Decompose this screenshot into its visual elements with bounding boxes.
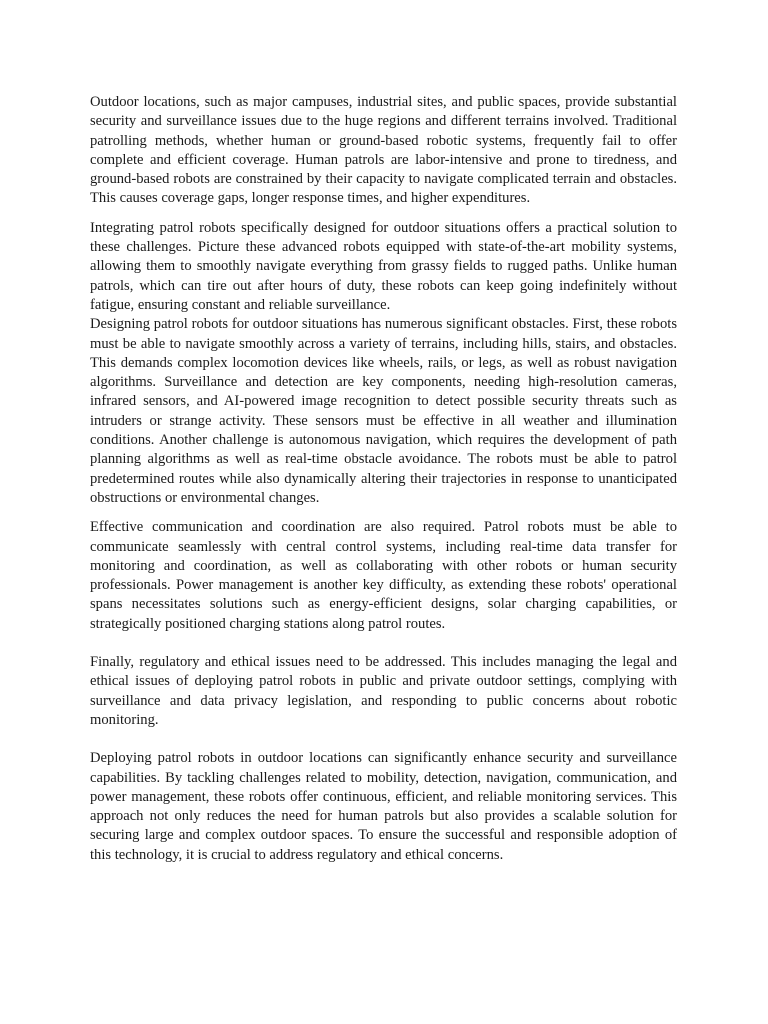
document-body [90,93,677,865]
paragraph-regulatory: Finally, regulatory and ethical issues need to be addressed. This includes managing the legal and ethical issues of deploying patrol robots in public and private outdoor settings, complying with surveillance and data privacy legislation, and responding to public concerns about robotic monitoring. [90,654,677,728]
paragraph-obstacles: Designing patrol robots for outdoor situations has numerous significant obstacles. First, these robots must be able to navigate smoothly across a variety of terrains, including hills, stairs, and obstacles. This demands complex locomotion devices like wheels, rails, or legs, as well as robust navigation algorithms. Surveillance and detection are key components, needing high-resolution cameras, infrared sensors, and AI-powered image recognition to detect possible security threats such as intruders or strange activity. These sensors must be effective in all weather and illumination conditions. Another challenge is autonomous navigation, which requires the development of path planning algorithms as well as real-time obstacle avoidance. The robots must be able to patrol predetermined routes while also dynamically altering their trajectories in response to unanticipated obstructions or environmental changes. [90,316,677,506]
paragraph-conclusion: Deploying patrol robots in outdoor locations can significantly enhance security and surveillance capabilities. By tackling challenges related to mobility, detection, navigation, communication, and power management, these robots offer continuous, efficient, and reliable monitoring services. This approach not only reduces the need for human patrols but also provides a scalable solution for securing large and complex outdoor spaces. To ensure the successful and responsible adoption of this technology, it is crucial to address regulatory and ethical concerns. [90,750,677,863]
paragraph-solution: Integrating patrol robots specifically designed for outdoor situations offers a practical solution to these challenges. Picture these advanced robots equipped with state-of-the-art mobility systems, allowing them to smoothly navigate everything from grassy fields to rugged paths. Unlike human patrols, which can tire out after hours of duty, these robots can keep going indefinitely without fatigue, ensuring constant and reliable surveillance. [90,219,677,313]
paragraph-intro: Outdoor locations, such as major campuses, industrial sites, and public spaces, provide substantial security and surveillance issues due to the huge regions and different terrains involved. Traditional patrolling methods, whether human or ground-based robotic systems, frequently fail to offer complete and efficient coverage. Human patrols are labor-intensive and prone to tiredness, and ground-based robots are constrained by their capacity to navigate complicated terrain and obstacles. This causes coverage gaps, longer response times, and higher expenditures. [90,94,677,207]
paragraph-communication: Effective communication and coordination are also required. Patrol robots must be able to communicate seamlessly with central control systems, including real-time data transfer for monitoring and coordination, as well as collaborating with other robots or human security professionals. Power management is another key difficulty, as extending these robots' operational spans necessitates solutions such as energy-efficient designs, solar charging capabilities, or strategically positioned charging stations along patrol routes. [90,519,677,632]
